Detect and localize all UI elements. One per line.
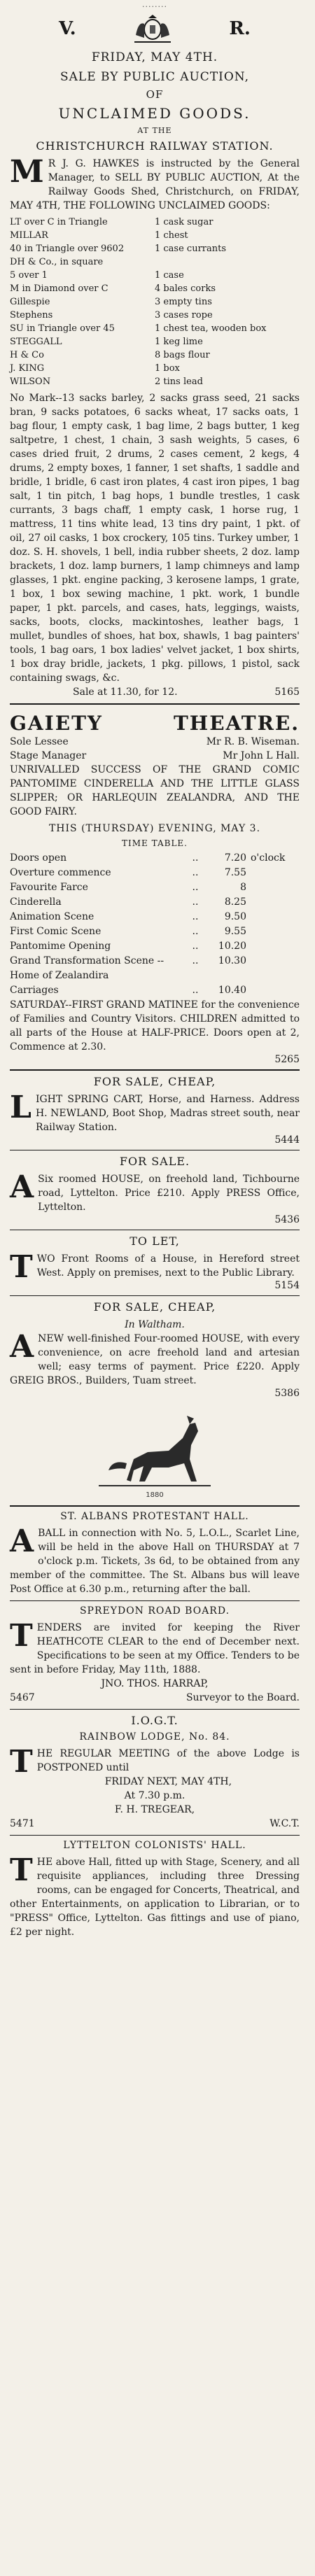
timetable-event: Doors open xyxy=(10,852,67,864)
timetable-dots: .. xyxy=(192,852,199,864)
waltham-ref: 5386 xyxy=(274,1388,300,1399)
gaiety-manager: Mr John L Hall. xyxy=(223,750,300,761)
royal-crest-icon xyxy=(132,14,174,43)
gaiety-ref: 5265 xyxy=(274,1054,300,1065)
let-advertisement xyxy=(10,1234,300,1291)
timetable-event: Carriages xyxy=(10,985,59,996)
gaiety-manager-label: Stage Manager xyxy=(10,750,87,761)
gaiety-matinee: SATURDAY--FIRST GRAND MATINEE for the convenience of Families and Country Visitors. CHILDREN admitted to all parts of the House at HALF-PRICE. Doors open at 2, Commence at 2.30. xyxy=(10,999,300,1053)
timetable-event: Overture commence xyxy=(10,867,111,878)
house-dropcap: A xyxy=(10,1169,34,1205)
timetable-event: Pantomime Opening xyxy=(10,941,111,952)
goods-row xyxy=(10,295,300,309)
iogt-advertisement xyxy=(10,1714,300,1831)
auction-heading-1: SALE BY PUBLIC AUCTION, xyxy=(59,70,249,84)
goods-row xyxy=(10,349,300,362)
goods-item: 1 case currants xyxy=(155,244,227,254)
let-ref: 5154 xyxy=(274,1280,300,1291)
timetable-suffix xyxy=(246,954,300,983)
goods-item: 1 cask sugar xyxy=(155,217,214,227)
gaiety-this-evening: THIS (THURSDAY) EVENING, MAY 3. xyxy=(48,823,261,834)
timetable-event: First Comic Scene xyxy=(10,926,102,937)
goods-item: 1 chest tea, wooden box xyxy=(155,323,267,334)
timetable-suffix xyxy=(246,895,300,910)
auction-heading-5: CHRISTCHURCH RAILWAY STATION. xyxy=(36,139,274,153)
horse-caption: 1880 xyxy=(146,1491,164,1499)
goods-row xyxy=(10,375,300,388)
waltham-sub: In Waltham. xyxy=(125,1319,185,1330)
timetable-time: 10.40 xyxy=(218,985,246,996)
auction-dropcap: M xyxy=(10,154,44,190)
goods-item: 3 cases rope xyxy=(155,310,213,321)
iogt-footer xyxy=(10,1817,300,1831)
timetable-suffix xyxy=(246,983,300,998)
colonists-heading: LYTTELTON COLONISTS' HALL. xyxy=(63,1840,246,1851)
cart-dropcap: L xyxy=(10,1090,31,1125)
timetable-time: 9.50 xyxy=(224,911,246,922)
timetable-time: 9.55 xyxy=(224,926,246,937)
goods-mark: 5 over 1 xyxy=(10,270,48,281)
iogt-time: At 7.30 p.m. xyxy=(124,1790,186,1801)
goods-mark: M in Diamond over C xyxy=(10,283,108,294)
colonists-dropcap: T xyxy=(10,1852,33,1888)
goods-mark: WILSON xyxy=(10,376,51,387)
goods-item: 4 bales corks xyxy=(155,283,216,294)
horse-illustration-icon xyxy=(85,1403,225,1501)
spreydon-dropcap: T xyxy=(10,1618,33,1654)
goods-row xyxy=(10,282,300,295)
house-text: Six roomed HOUSE, on freehold land, Tichbourne road, Lyttelton. Price £210. Apply PRESS Office, Lyttelton. xyxy=(38,1174,300,1213)
goods-mark: 40 in Triangle over 9602 xyxy=(10,244,125,254)
goods-table xyxy=(10,216,300,388)
timetable-time: 8 xyxy=(240,882,246,893)
gaiety-lessee-row xyxy=(10,735,300,749)
timetable-dots: .. xyxy=(192,911,199,922)
iogt-text: HE REGULAR MEETING of the above Lodge is POSTPONED until xyxy=(36,1748,300,1773)
timetable-suffix: o'clock xyxy=(251,852,286,864)
goods-mark: DH & Co., in square xyxy=(10,257,104,267)
timetable-suffix xyxy=(246,924,300,939)
divider xyxy=(10,1069,300,1071)
stalbans-text: BALL in connection with No. 5, L.O.L., Scarlet Line, will be held in the above Hall on THURSDAY at 7 o'clock p.m. Tickets, 3s 6d, to be obtained from any member of the committee. The St. Albans bus will leave Post Office at 6.30 p.m., returning after the ball. xyxy=(10,1528,300,1595)
cart-advertisement xyxy=(10,1075,300,1146)
spreydon-advertisement xyxy=(10,1605,300,1705)
timetable-time: 10.30 xyxy=(218,955,246,966)
divider xyxy=(10,1600,300,1601)
let-heading: TO LET, xyxy=(130,1234,180,1248)
goods-mark: Stephens xyxy=(10,310,53,321)
timetable-time: 10.20 xyxy=(218,941,246,952)
timetable-dots: .. xyxy=(192,926,199,937)
sale-time: Sale at 11.30, for 12. xyxy=(73,687,178,698)
timetable-event: Favourite Farce xyxy=(10,882,88,893)
timetable-event: Cinderella xyxy=(10,896,62,908)
timetable-row xyxy=(10,939,300,954)
goods-row xyxy=(10,229,300,242)
let-body xyxy=(10,1249,300,1285)
iogt-dropcap: T xyxy=(10,1744,33,1780)
gaiety-advertisement xyxy=(10,712,300,1065)
waltham-body xyxy=(10,1329,300,1388)
cart-ref: 5444 xyxy=(274,1134,300,1146)
crest-left-letter: V. xyxy=(59,18,76,39)
timetable-row xyxy=(10,954,300,983)
iogt-date: FRIDAY NEXT, MAY 4TH, xyxy=(104,1776,232,1787)
timetable-row xyxy=(10,851,300,866)
timetable-dots: .. xyxy=(192,955,199,966)
timetable-row xyxy=(10,983,300,998)
colonists-body xyxy=(10,1852,300,1939)
timetable-suffix xyxy=(246,910,300,924)
timetable-suffix xyxy=(246,939,300,954)
waltham-heading: FOR SALE, CHEAP, xyxy=(93,1300,216,1314)
goods-mark: H & Co xyxy=(10,350,44,360)
auction-heading-4: AT THE xyxy=(137,126,172,135)
spreydon-heading: SPREYDON ROAD BOARD. xyxy=(79,1605,230,1617)
timetable-dots: .. xyxy=(192,896,199,908)
goods-row xyxy=(10,242,300,255)
stalbans-advertisement xyxy=(10,1511,300,1596)
gaiety-title-left: GAIETY xyxy=(10,712,103,735)
house-ref: 5436 xyxy=(274,1214,300,1225)
waltham-advertisement xyxy=(10,1300,300,1399)
timetable-time: 7.20 xyxy=(224,852,246,864)
gaiety-lessee: Mr R. B. Wiseman. xyxy=(206,736,300,747)
royal-crest-line xyxy=(10,10,300,43)
auction-heading-3: UNCLAIMED GOODS. xyxy=(58,105,251,122)
goods-mark: MILLAR xyxy=(10,230,48,241)
goods-row xyxy=(10,216,300,229)
gaiety-timetable xyxy=(10,851,300,998)
gaiety-lessee-label: Sole Lessee xyxy=(10,736,69,747)
let-text: WO Front Rooms of a House, in Hereford street West. Apply on premises, next to the Public Library. xyxy=(36,1253,300,1279)
spreydon-signature: JNO. THOS. HARRAP, xyxy=(101,1678,209,1689)
cart-text: IGHT SPRING CART, Horse, and Harness. Address H. NEWLAND, Boot Shop, Madras street south, near Railway Station. xyxy=(35,1094,300,1133)
auction-ref: 5165 xyxy=(274,687,300,698)
goods-row xyxy=(10,322,300,335)
goods-row xyxy=(10,269,300,282)
gaiety-time-table-heading: TIME TABLE. xyxy=(122,838,188,848)
timetable-dots: .. xyxy=(192,985,199,996)
house-heading: FOR SALE. xyxy=(119,1155,190,1168)
iogt-signature: F. H. TREGEAR, xyxy=(114,1804,195,1815)
crest-right-letter: R. xyxy=(229,18,251,39)
cart-heading: FOR SALE, CHEAP, xyxy=(93,1075,216,1088)
spreydon-body xyxy=(10,1618,300,1677)
timetable-event: Grand Transformation Scene -- Home of Zealandira xyxy=(10,955,164,981)
timetable-dots: .. xyxy=(192,882,199,893)
goods-row xyxy=(10,335,300,349)
auction-heading-2: OF xyxy=(146,88,164,101)
iogt-title: W.C.T. xyxy=(270,1818,300,1829)
spreydon-title: Surveyor to the Board. xyxy=(186,1692,300,1703)
gaiety-title-right: THEATRE. xyxy=(173,712,300,735)
divider xyxy=(10,1505,300,1507)
timetable-row xyxy=(10,866,300,880)
divider xyxy=(10,1835,300,1836)
issue-date: FRIDAY, MAY 4TH. xyxy=(91,50,218,64)
timetable-time: 7.55 xyxy=(224,867,246,878)
auction-list: No Mark--13 sacks barley, 2 sacks grass seed, 21 sacks bran, 9 sacks potatoes, 6 sacks wheat, 17 sacks oats, 1 bag flour, 1 empty cask, 1 bag lime, 2 bags butter, 1 keg saltpetre, 1 chest, 1 chain, 3 sash weights, 5 cases, 6 cases dried fruit, 2 drums, 2 cases cement, 2 kegs, 4 drums, 2 empty boxes, 1 fanner, 1 set shafts, 1 saddle and bridle, 1 bridle, 6 cast iron plates, 4 cast iron pipes, 1 bag salt, 1 tin pitch, 1 bag hops, 1 bundle trestles, 1 cask currants, 3 bags chaff, 1 empty cask, 1 horse rug, 1 mattress, 11 tins white lead, 13 tins dry paint, 1 pkt. of oil, 27 oil casks, 1 box crockery, 105 tins. Turkey umber, 1 doz. S. H. shovels, 1 bell, india rubber sheets, 2 doz. lamp brackets, 1 doz. lamp burners, 1 lamp chimneys and lamp glasses, 1 pkt. engine packing, 3 kerosene lamps, 1 grate, 1 box, 1 box sewing machine, 1 pkt. work, 1 bundle paper, 1 pkt. parcels, and cases, hats, leggings, waists, sacks, boots, clocks, mackintoshes, leather bags, 1 mullet, bundles of shoes, hat box, shawls, 1 bag painters' tools, 1 bag oars, 1 box ladies' velvet jacket, 1 box shirts, 1 box dray bridle, jackets, 1 pkg. pillows, 1 pistol, sack containing swags, &c. xyxy=(10,393,300,684)
iogt-heading: I.O.G.T. xyxy=(131,1714,178,1727)
spreydon-ref: 5467 xyxy=(10,1692,35,1703)
goods-item: 1 case xyxy=(155,270,184,281)
house-body xyxy=(10,1169,300,1214)
divider xyxy=(10,1709,300,1710)
stalbans-dropcap: A xyxy=(10,1523,34,1559)
goods-mark: STEGGALL xyxy=(10,337,62,347)
gaiety-title xyxy=(10,712,300,735)
stalbans-heading: ST. ALBANS PROTESTANT HALL. xyxy=(60,1511,249,1522)
divider xyxy=(10,703,300,705)
timetable-suffix xyxy=(246,866,300,880)
iogt-body xyxy=(10,1744,300,1780)
divider xyxy=(10,1295,300,1296)
colonists-advertisement xyxy=(10,1840,300,1939)
goods-mark: LT over C in Triangle xyxy=(10,217,108,227)
waltham-dropcap: A xyxy=(10,1329,34,1365)
goods-item xyxy=(155,255,300,269)
iogt-ref: 5471 xyxy=(10,1818,35,1829)
goods-item: 2 tins lead xyxy=(155,376,203,387)
spreydon-footer xyxy=(10,1691,300,1705)
goods-mark: SU in Triangle over 45 xyxy=(10,323,115,334)
top-cut-header: ........ xyxy=(142,0,167,9)
auction-intro-text: R J. G. HAWKES is instructed by the General Manager, to SELL BY PUBLIC AUCTION, At the Railway Goods Shed, Christchurch, on FRIDAY, MAY 4TH, THE FOLLOWING UNCLAIMED GOODS: xyxy=(10,158,300,211)
auction-footer xyxy=(10,685,300,699)
gaiety-description: UNRIVALLED SUCCESS OF THE GRAND COMIC PANTOMIME CINDERELLA AND THE LITTLE GLASS SLIPPER; OR HARLEQUIN ZEALANDRA, AND THE GOOD FAIRY. xyxy=(10,764,300,817)
timetable-dots: .. xyxy=(192,867,199,878)
auction-intro xyxy=(10,154,300,213)
timetable-suffix xyxy=(246,880,300,895)
goods-mark: J. KING xyxy=(10,363,45,374)
goods-item: 1 chest xyxy=(155,230,188,241)
let-dropcap: T xyxy=(10,1249,33,1285)
spreydon-text: ENDERS are invited for keeping the River HEATHCOTE CLEAR to the end of December next. Specifications to be seen at my Office. Tenders to be sent in before Friday, May 11th, 1888. xyxy=(10,1622,300,1675)
timetable-row xyxy=(10,910,300,924)
iogt-sub: RAINBOW LODGE, No. 84. xyxy=(79,1731,230,1743)
goods-item: 1 keg lime xyxy=(155,337,203,347)
auction-advertisement xyxy=(10,70,300,699)
goods-row xyxy=(10,309,300,322)
goods-row xyxy=(10,255,300,269)
timetable-row xyxy=(10,880,300,895)
colonists-text: HE above Hall, fitted up with Stage, Scenery, and all requisite appliances, including three Dressing rooms, can be engaged for Concerts, Theatrical, and other Entertainments, on application to Librarian, or to "PRESS" Office, Lyttelton. Gas fittings and use of piano, £2 per night. xyxy=(10,1857,300,1938)
goods-item: 8 bags flour xyxy=(155,350,210,360)
timetable-row xyxy=(10,924,300,939)
timetable-time: 8.25 xyxy=(224,896,246,908)
house-advertisement xyxy=(10,1155,300,1225)
timetable-dots: .. xyxy=(192,941,199,952)
cart-body xyxy=(10,1092,300,1134)
goods-mark: Gillespie xyxy=(10,297,50,307)
gaiety-manager-row xyxy=(10,749,300,763)
timetable-row xyxy=(10,895,300,910)
goods-row xyxy=(10,362,300,375)
waltham-text: NEW well-finished Four-roomed HOUSE, with every convenience, on acre freehold land and artesian well; easy terms of payment. Price £220. Apply GREIG BROS., Builders, Tuam street. xyxy=(10,1333,300,1386)
goods-item: 1 box xyxy=(155,363,180,374)
timetable-event: Animation Scene xyxy=(10,911,94,922)
goods-item: 3 empty tins xyxy=(155,297,212,307)
stalbans-body xyxy=(10,1523,300,1596)
